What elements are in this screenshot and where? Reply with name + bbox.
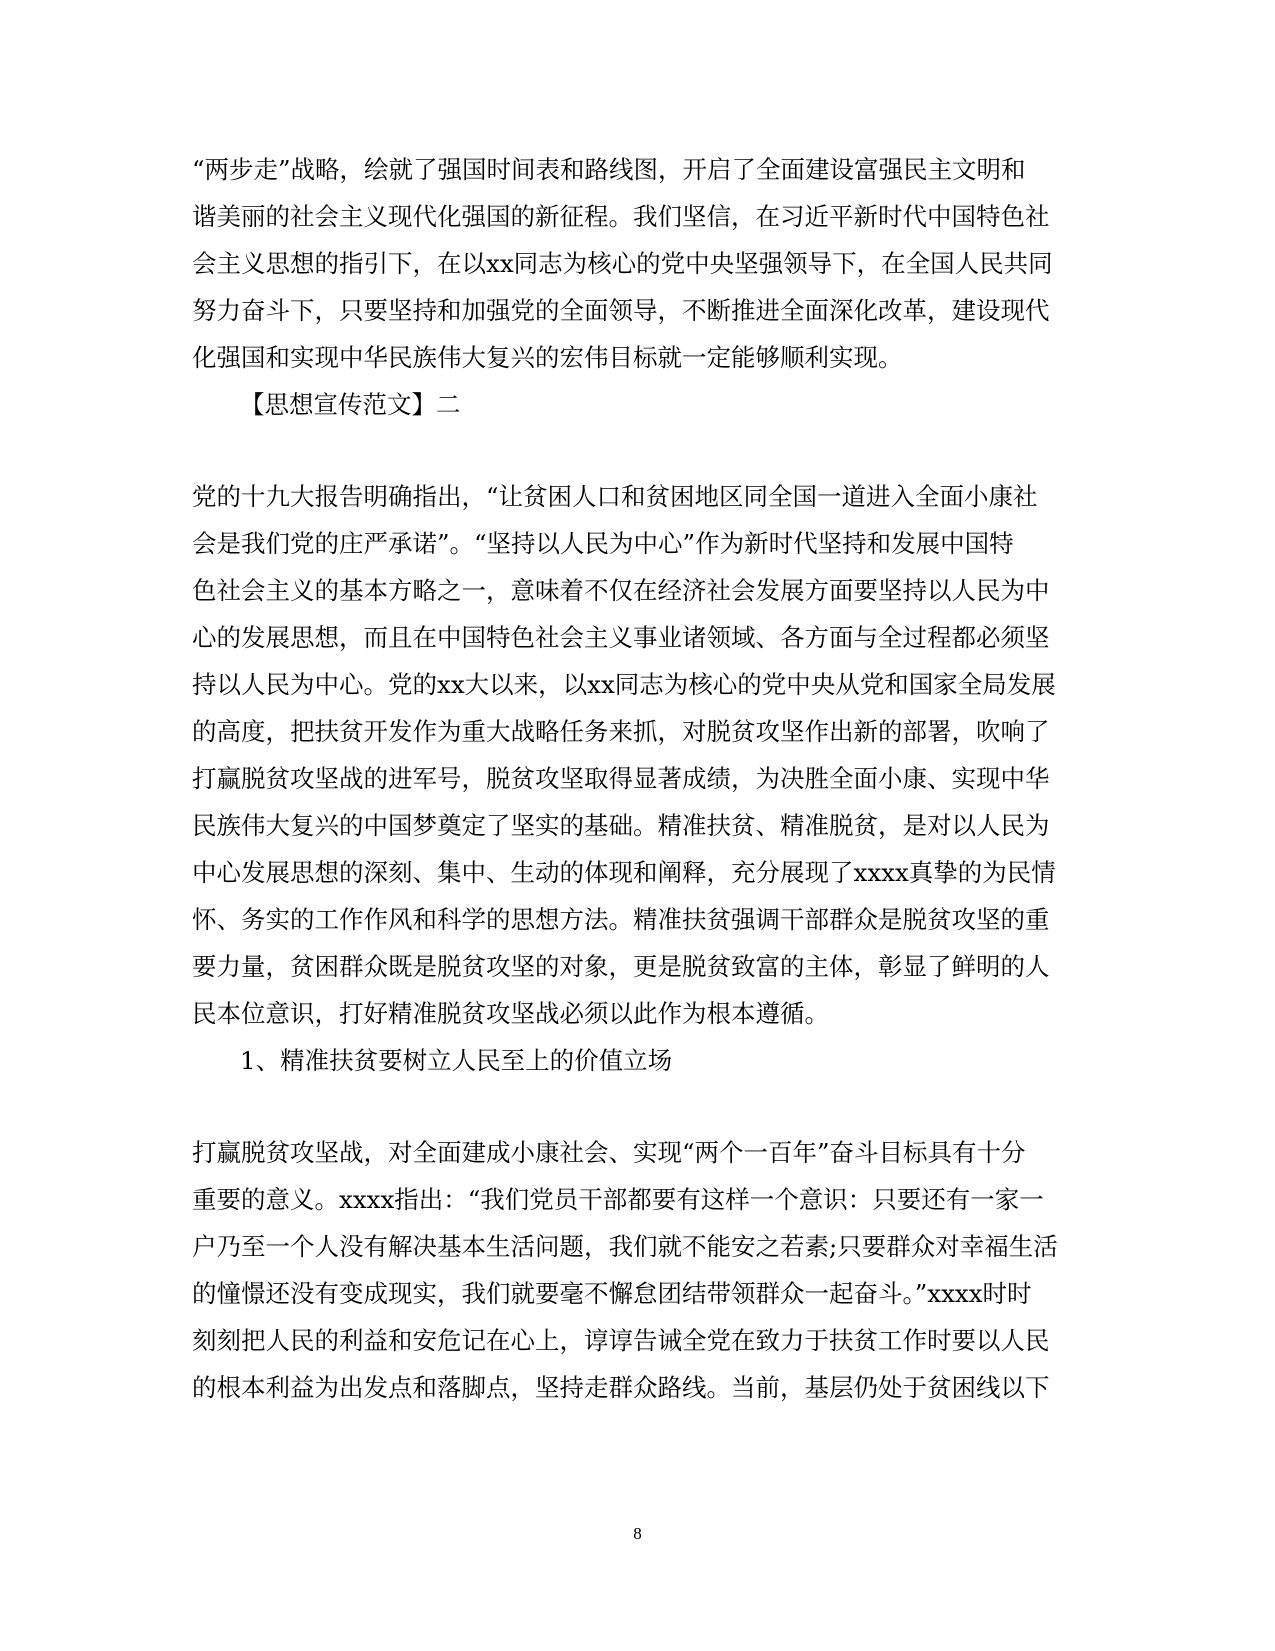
text-line: 色社会主义的基本方略之一，意味着不仅在经济社会发展方面要坚持以人民为中	[192, 576, 1050, 605]
section-heading: 【思想宣传范文】二	[240, 390, 461, 419]
text-line: 努力奋斗下，只要坚持和加强党的全面领导，不断推进全面深化改革，建设现代	[192, 296, 1050, 325]
text-line: 谐美丽的社会主义现代化强国的新征程。我们坚信，在习近平新时代中国特色社	[192, 202, 1050, 231]
text-line: 重要的意义。xxxx指出：“我们党员干部都要有这样一个意识：只要还有一家一	[192, 1185, 1044, 1214]
text-line: 会主义思想的指引下，在以xx同志为核心的党中央坚强领导下，在全国人民共同	[192, 249, 1053, 278]
text-line: 打赢脱贫攻坚战，对全面建成小康社会、实现“两个一百年”奋斗目标具有十分	[192, 1138, 1026, 1167]
text-line: 的根本利益为出发点和落脚点，坚持走群众路线。当前，基层仍处于贫困线以下	[192, 1373, 1050, 1402]
text-line: 会是我们党的庄严承诺”。“坚持以人民为中心”作为新时代坚持和发展中国特	[192, 529, 1014, 558]
text-line: 化强国和实现中华民族伟大复兴的宏伟目标就一定能够顺利实现。	[192, 343, 903, 372]
text-line: “两步走”战略，绘就了强国时间表和路线图，开启了全面建设富强民主文明和	[192, 155, 1026, 184]
subsection-heading: 1、精准扶贫要树立人民至上的价值立场	[240, 1046, 673, 1075]
text-line: 心的发展思想，而且在中国特色社会主义事业诸领域、各方面与全过程都必须坚	[192, 623, 1050, 652]
text-line: 怀、务实的工作作风和科学的思想方法。精准扶贫强调干部群众是脱贫攻坚的重	[192, 905, 1050, 934]
text-line: 党的十九大报告明确指出，“让贫困人口和贫困地区同全国一道进入全面小康社	[192, 482, 1038, 511]
text-line: 要力量，贫困群众既是脱贫攻坚的对象，更是脱贫致富的主体，彰显了鲜明的人	[192, 952, 1050, 981]
page-number: 8	[633, 1524, 642, 1543]
text-line: 中心发展思想的深刻、集中、生动的体现和阐释，充分展现了xxxx真挚的为民情	[192, 858, 1056, 887]
text-line: 户乃至一个人没有解决基本生活问题，我们就不能安之若素;只要群众对幸福生活	[192, 1232, 1058, 1261]
text-line: 刻刻把人民的利益和安危记在心上，谆谆告诫全党在致力于扶贫工作时要以人民	[192, 1326, 1050, 1355]
text-line: 持以人民为中心。党的xx大以来，以xx同志为核心的党中央从党和国家全局发展	[192, 670, 1056, 699]
text-line: 民本位意识，打好精准脱贫攻坚战必须以此作为根本遵循。	[192, 999, 829, 1028]
text-line: 的高度，把扶贫开发作为重大战略任务来抓，对脱贫攻坚作出新的部署，吹响了	[192, 717, 1050, 746]
text-line: 的憧憬还没有变成现实，我们就要毫不懈怠团结带领群众一起奋斗。”xxxx时时	[192, 1279, 1032, 1308]
text-line: 打赢脱贫攻坚战的进军号，脱贫攻坚取得显著成绩，为决胜全面小康、实现中华	[192, 764, 1050, 793]
text-line: 民族伟大复兴的中国梦奠定了坚实的基础。精准扶贫、精准脱贫，是对以人民为	[192, 811, 1050, 840]
